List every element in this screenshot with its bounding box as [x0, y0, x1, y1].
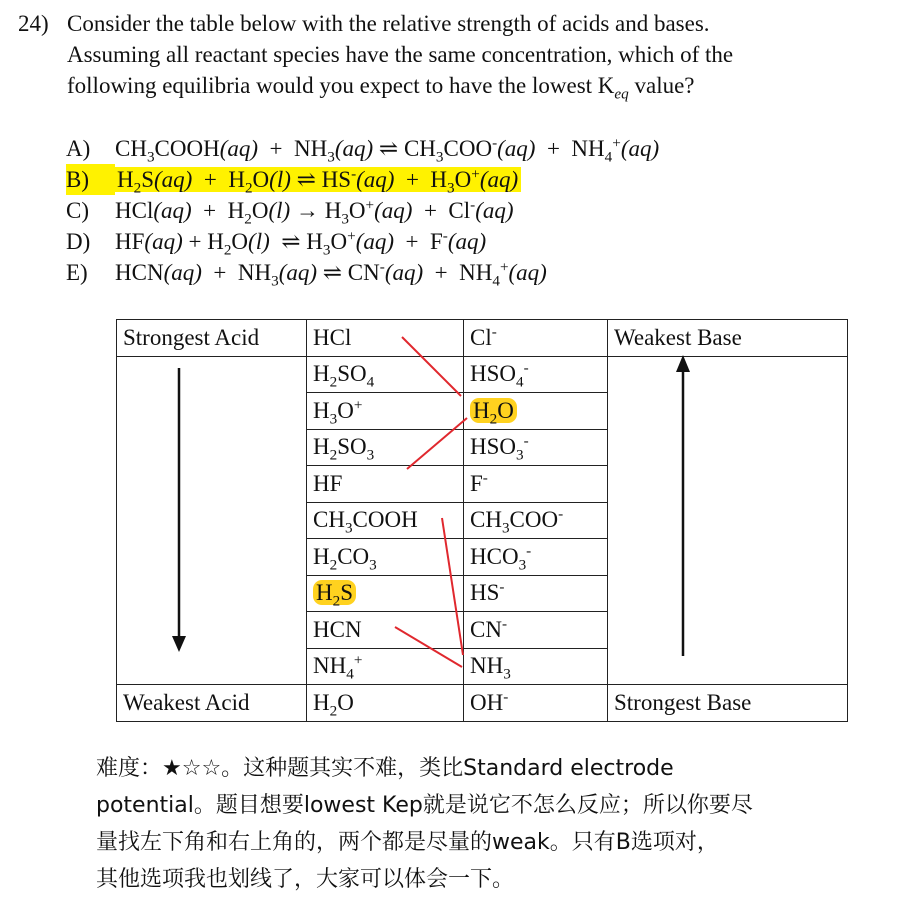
acid-cell: HF	[307, 466, 464, 503]
base-cell: Cl-	[464, 320, 608, 357]
option-equation: $HF(aq) + H_2O(l)$ ⇌ $H_3O^+(aq) + F^-(aq)$	[115, 227, 487, 259]
question-line: Assuming all reactant species have the same concentration, which of the	[67, 42, 734, 67]
option-equation: $CH_3COOH(aq) + NH_3(aq)$ ⇌ $CH_3COO^-(aq) + NH_4^+(aq)$	[115, 134, 660, 166]
note-line: 难度：★☆☆。这种题其实不难，类比Standard electrode	[96, 756, 674, 781]
base-cell: $HSO_4^-$	[464, 356, 608, 393]
acid-cell: $H_2CO_3$	[307, 539, 464, 576]
acid-cell: $H_3O^+$	[307, 393, 464, 430]
question-text	[67, 8, 867, 101]
base-cell: $CH_3COO^-$	[464, 502, 608, 539]
option-equation: $HCN(aq) + NH_3(aq)$ ⇌ $CN^-(aq) + NH_4^+(aq)$	[115, 258, 547, 290]
acid-cell: $CH_3COOH$	[307, 502, 464, 539]
base-cell: $NH_3$	[464, 648, 608, 685]
option-letter: E)	[66, 260, 88, 285]
note-line: 其他选项我也划线了，大家可以体会一下。	[96, 867, 515, 892]
option-equation: $HCl(aq) + H_2O(l) \to H_3O^+(aq) + Cl^-(aq)$	[115, 196, 514, 228]
footer-weakest-acid: Weakest Acid	[117, 685, 307, 722]
highlight-marker: $H_2O$	[470, 398, 517, 423]
answer-options	[66, 133, 659, 288]
option-letter: C)	[66, 198, 89, 223]
base-cell	[464, 393, 608, 430]
option-a[interactable]	[66, 133, 659, 164]
option-letter: D)	[66, 229, 91, 254]
question-line: Consider the table below with the relative strength of acids and bases.	[67, 11, 710, 36]
acid-cell: HCl	[307, 320, 464, 357]
base-cell: $HSO_3^-$	[464, 429, 608, 466]
option-letter: B)	[66, 164, 115, 195]
option-letter: A)	[66, 136, 91, 161]
footer-strongest-base: Strongest Base	[608, 685, 848, 722]
header-weakest-base: Weakest Base	[608, 320, 848, 357]
option-b[interactable]	[66, 164, 659, 195]
question-number: 24)	[18, 11, 49, 36]
option-equation: $H_2S(aq) + H_2O(l)$ ⇌ $HS^-(aq) + H_3O^+(aq)$	[115, 167, 521, 192]
table-row	[117, 320, 848, 357]
acid-cell: HCN	[307, 612, 464, 649]
acid-cell: $H_2O$	[307, 685, 464, 722]
acid-cell: $H_2SO_4$	[307, 356, 464, 393]
table-row	[117, 685, 848, 722]
question-line: following equilibria would you expect to have the lowest $K_{eq}$ value?	[67, 73, 695, 103]
acid-cell: $H_2SO_3$	[307, 429, 464, 466]
option-e[interactable]	[66, 257, 659, 288]
explanation-note	[96, 750, 836, 898]
base-cell: OH-	[464, 685, 608, 722]
base-arrow-cell	[608, 356, 848, 685]
acid-arrow-cell	[117, 356, 307, 685]
acid-cell: $NH_4^+$	[307, 648, 464, 685]
option-c[interactable]	[66, 195, 659, 226]
acid-base-table	[116, 319, 848, 722]
note-line: potential。题目想要lowest Kep就是说它不怎么反应；所以你要尽	[96, 793, 753, 818]
base-cell: HS-	[464, 575, 608, 612]
table-row	[117, 356, 848, 393]
option-d[interactable]	[66, 226, 659, 257]
base-cell: CN-	[464, 612, 608, 649]
highlight-marker: $H_2S$	[313, 580, 356, 605]
base-cell: F-	[464, 466, 608, 503]
acid-cell	[307, 575, 464, 612]
header-strongest-acid: Strongest Acid	[117, 320, 307, 357]
base-cell: $HCO_3^-$	[464, 539, 608, 576]
note-line: 量找左下角和右上角的，两个都是尽量的weak。只有B选项对，	[96, 830, 719, 855]
